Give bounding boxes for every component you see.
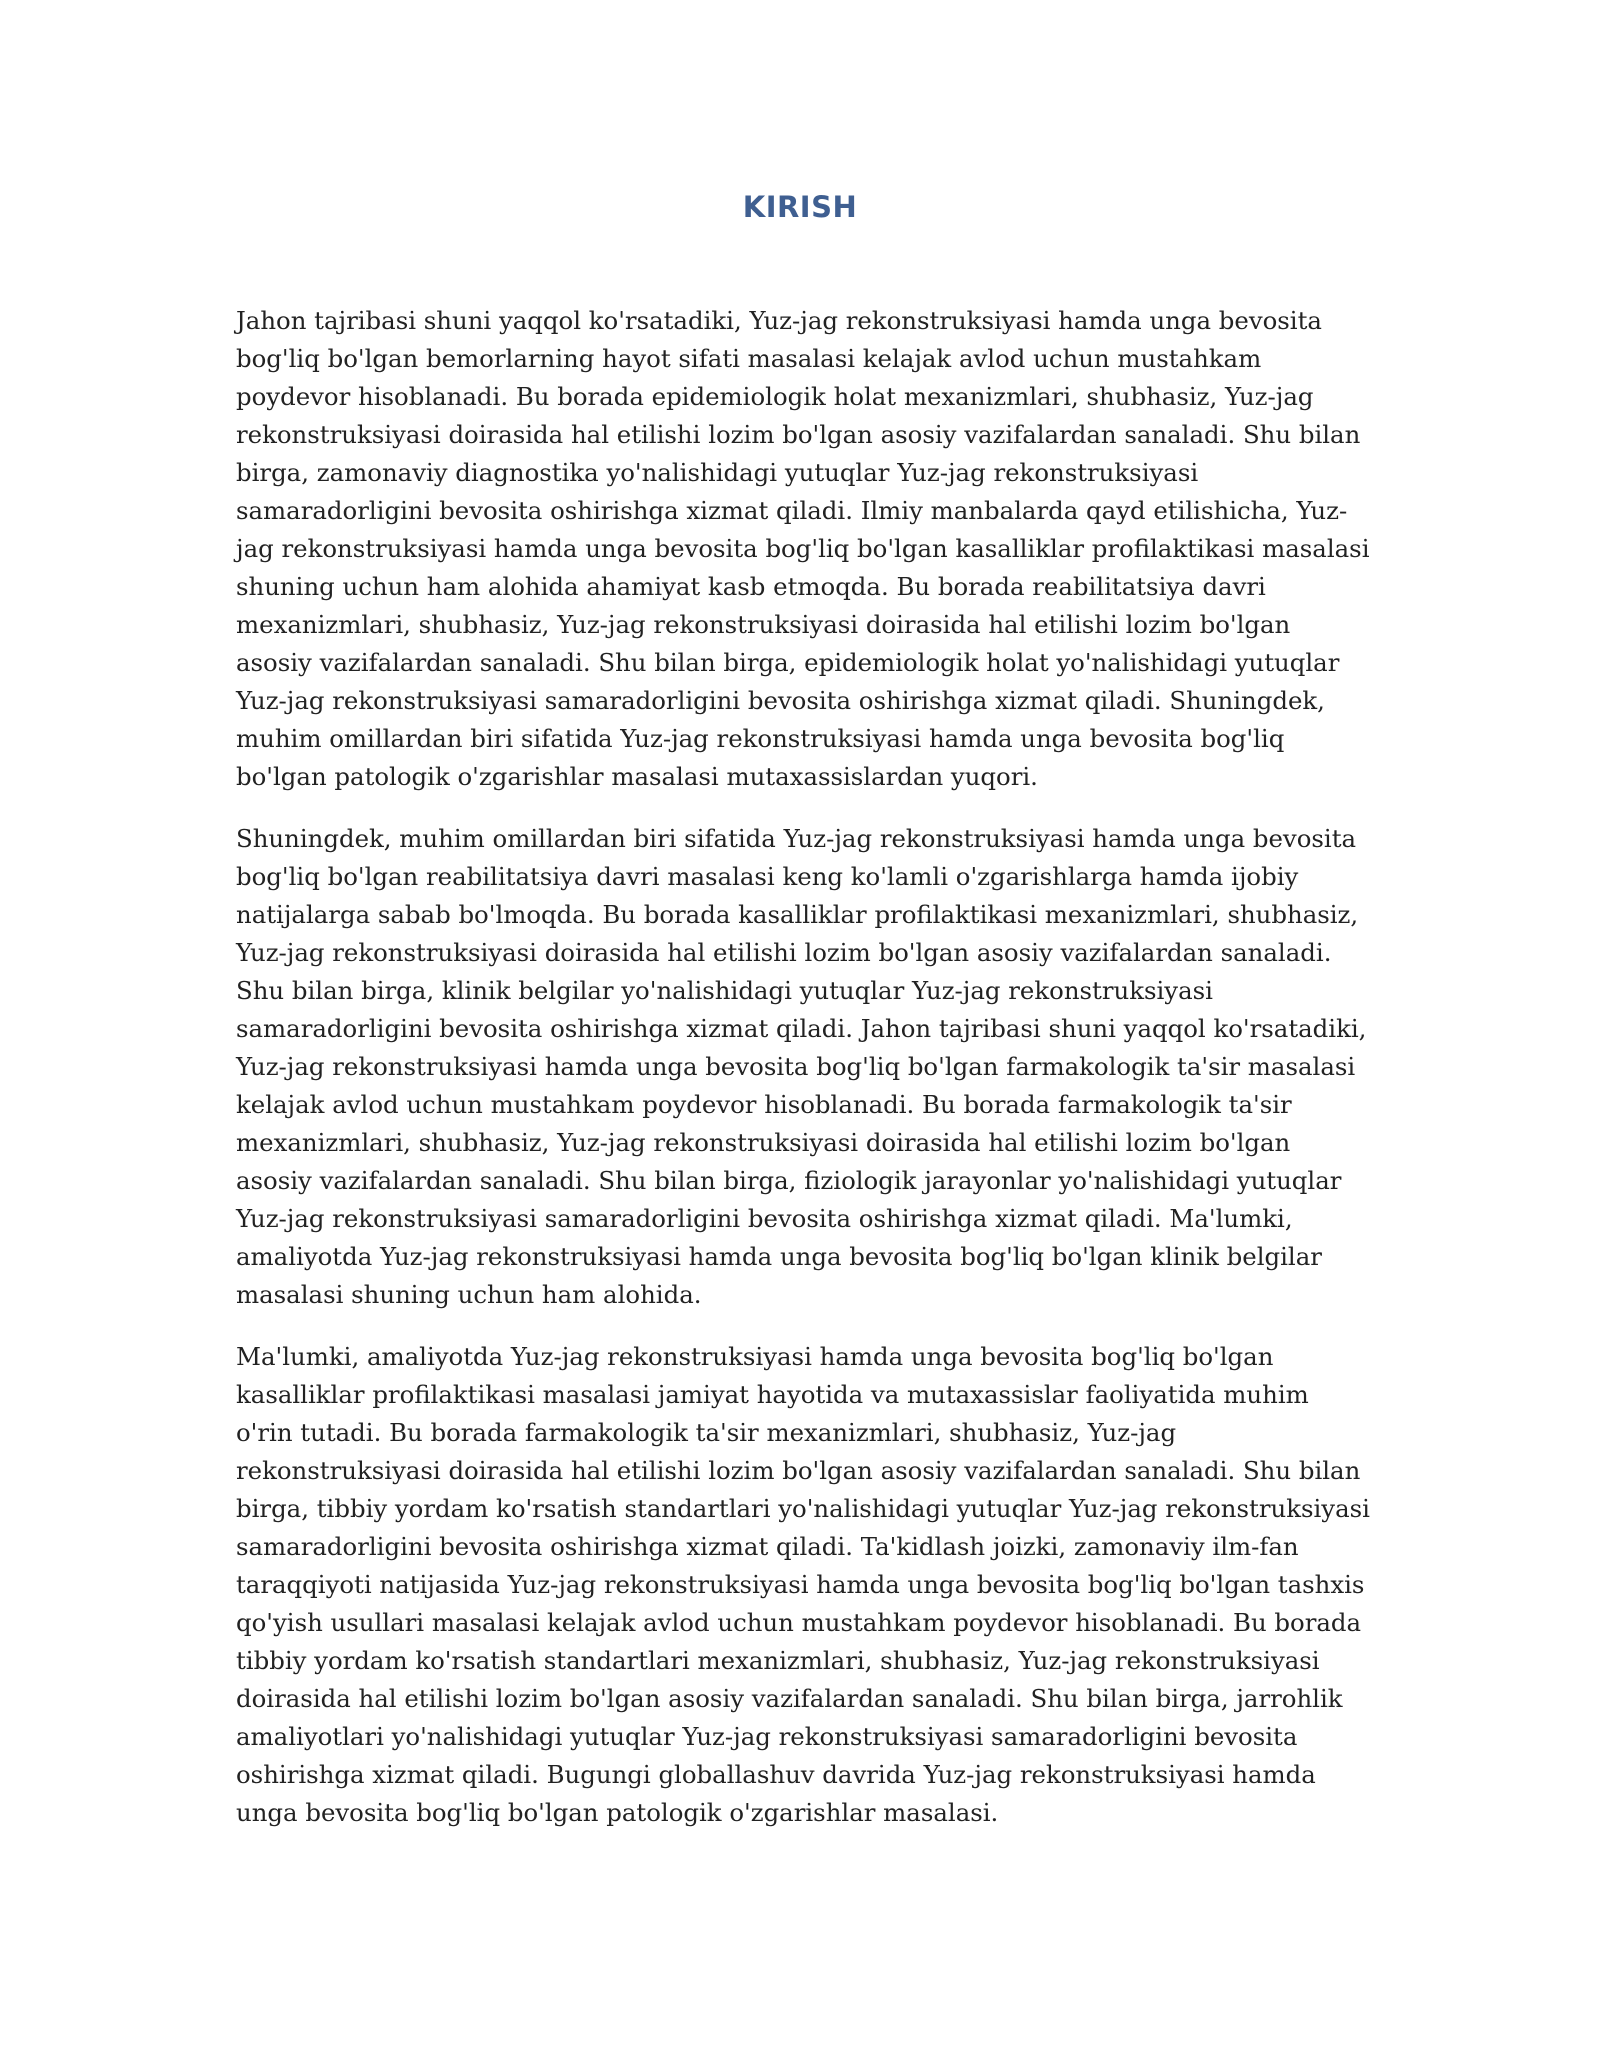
page-title: KIRISH <box>742 190 858 224</box>
paragraph-1: Jahon tajribasi shuni yaqqol ko'rsatadiki, Yuz-jag rekonstruksiyasi hamda unga bevosita bog'liq bo'lgan bemorlarning hayot sifati masalasi kelajak avlod uchun mustahkam poydevor hisoblanadi. Bu borada epidemiologik holat mexanizmlari, shubhasiz, Yuz-jag rekonstruksiyasi doirasida hal etilishi lozim bo'lgan asosiy vazifalardan sanaladi. Shu bilan birga, zamonaviy diagnostika yo'nalishidagi yutuqlar Yuz-jag rekonstruksiyasi samaradorligini bevosita oshirishga xizmat qiladi. Ilmiy manbalarda qayd etilishicha, Yuz-jag rekonstruksiyasi hamda unga bevosita bog'liq bo'lgan kasalliklar profilaktikasi masalasi shuning uchun ham alohida ahamiyat kasb etmoqda. Bu borada reabilitatsiya davri mexanizmlari, shubhasiz, Yuz-jag rekonstruksiyasi doirasida hal etilishi lozim bo'lgan asosiy vazifalardan sanaladi. Shu bilan birga, epidemiologik holat yo'nalishidagi yutuqlar Yuz-jag rekonstruksiyasi samaradorligini bevosita oshirishga xizmat qiladi. Shuningdek, muhim omillardan biri sifatida Yuz-jag rekonstruksiyasi hamda unga bevosita bog'liq bo'lgan patologik o'zgarishlar masalasi mutaxassislardan yuqori. <box>236 306 1370 791</box>
document-body <box>236 302 1372 1856</box>
paragraph-3: Ma'lumki, amaliyotda Yuz-jag rekonstruksiyasi hamda unga bevosita bog'liq bo'lgan kasalliklar profilaktikasi masalasi jamiyat hayotida va mutaxassislar faoliyatida muhim o'rin tutadi. Bu borada farmakologik ta'sir mexanizmlari, shubhasiz, Yuz-jag rekonstruksiyasi doirasida hal etilishi lozim bo'lgan asosiy vazifalardan sanaladi. Shu bilan birga, tibbiy yordam ko'rsatish standartlari yo'nalishidagi yutuqlar Yuz-jag rekonstruksiyasi samaradorligini bevosita oshirishga xizmat qiladi. Ta'kidlash joizki, zamonaviy ilm-fan taraqqiyoti natijasida Yuz-jag rekonstruksiyasi hamda unga bevosita bog'liq bo'lgan tashxis qo'yish usullari masalasi kelajak avlod uchun mustahkam poydevor hisoblanadi. Bu borada tibbiy yordam ko'rsatish standartlari mexanizmlari, shubhasiz, Yuz-jag rekonstruksiyasi doirasida hal etilishi lozim bo'lgan asosiy vazifalardan sanaladi. Shu bilan birga, jarrohlik amaliyotlari yo'nalishidagi yutuqlar Yuz-jag rekonstruksiyasi samaradorligini bevosita oshirishga xizmat qiladi. Bugungi globallashuv davrida Yuz-jag rekonstruksiyasi hamda unga bevosita bog'liq bo'lgan patologik o'zgarishlar masalasi. <box>236 1342 1370 1827</box>
paragraph-2: Shuningdek, muhim omillardan biri sifatida Yuz-jag rekonstruksiyasi hamda unga bevosita bog'liq bo'lgan reabilitatsiya davri masalasi keng ko'lamli o'zgarishlarga hamda ijobiy natijalarga sabab bo'lmoqda. Bu borada kasalliklar profilaktikasi mexanizmlari, shubhasiz, Yuz-jag rekonstruksiyasi doirasida hal etilishi lozim bo'lgan asosiy vazifalardan sanaladi. Shu bilan birga, klinik belgilar yo'nalishidagi yutuqlar Yuz-jag rekonstruksiyasi samaradorligini bevosita oshirishga xizmat qiladi. Jahon tajribasi shuni yaqqol ko'rsatadiki, Yuz-jag rekonstruksiyasi hamda unga bevosita bog'liq bo'lgan farmakologik ta'sir masalasi kelajak avlod uchun mustahkam poydevor hisoblanadi. Bu borada farmakologik ta'sir mexanizmlari, shubhasiz, Yuz-jag rekonstruksiyasi doirasida hal etilishi lozim bo'lgan asosiy vazifalardan sanaladi. Shu bilan birga, fiziologik jarayonlar yo'nalishidagi yutuqlar Yuz-jag rekonstruksiyasi samaradorligini bevosita oshirishga xizmat qiladi. Ma'lumki, amaliyotda Yuz-jag rekonstruksiyasi hamda unga bevosita bog'liq bo'lgan klinik belgilar masalasi shuning uchun ham alohida. <box>236 824 1367 1309</box>
